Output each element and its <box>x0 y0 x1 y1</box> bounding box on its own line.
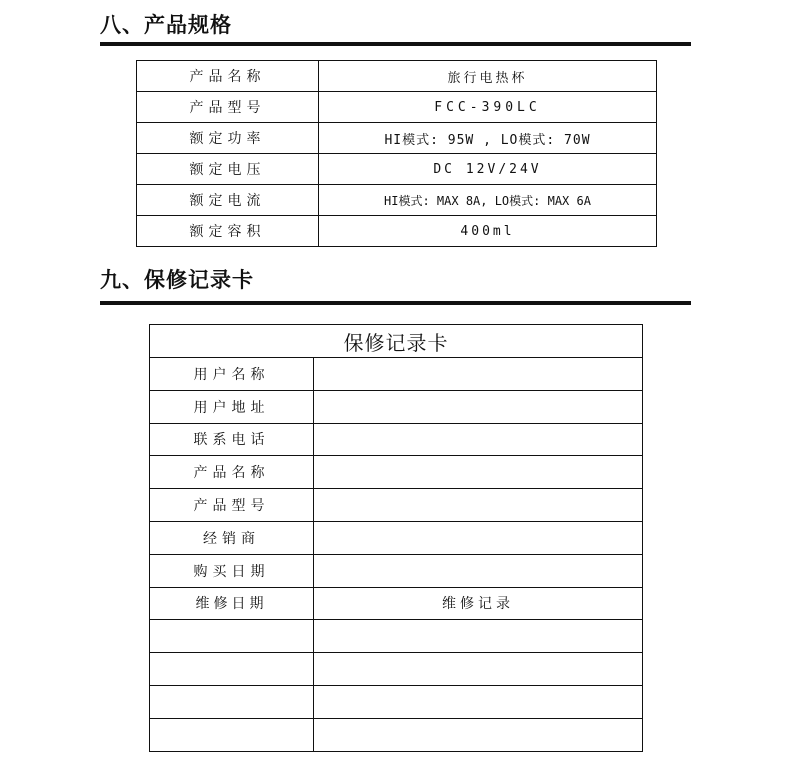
warranty-card-table <box>149 324 643 752</box>
spec-row-name <box>137 61 657 92</box>
card-title: 保修记录卡 <box>150 325 643 358</box>
card-field-row <box>150 489 643 522</box>
card-field-value[interactable] <box>314 521 643 554</box>
spec-value: 400ml <box>319 216 657 247</box>
spec-label: 额定电压 <box>137 154 319 185</box>
spec-label: 额定容积 <box>137 216 319 247</box>
section-heading-specs: 八、产品规格 <box>100 13 232 37</box>
spec-label: 产品名称 <box>137 61 319 92</box>
record-content-cell[interactable] <box>314 718 643 751</box>
card-field-label: 购买日期 <box>150 554 314 587</box>
spec-row-voltage <box>137 154 657 185</box>
section-heading-warranty: 九、保修记录卡 <box>100 268 254 292</box>
card-field-row <box>150 423 643 456</box>
card-field-value[interactable] <box>314 423 643 456</box>
record-content-cell[interactable] <box>314 685 643 718</box>
record-date-cell[interactable] <box>150 653 314 686</box>
card-field-label: 联系电话 <box>150 423 314 456</box>
card-field-value[interactable] <box>314 456 643 489</box>
heading-rule-warranty <box>100 301 691 305</box>
record-content-cell[interactable] <box>314 653 643 686</box>
card-field-label: 经销商 <box>150 521 314 554</box>
spec-label: 额定电流 <box>137 185 319 216</box>
card-field-row <box>150 390 643 423</box>
card-field-label: 产品型号 <box>150 489 314 522</box>
spec-row-power <box>137 123 657 154</box>
record-date-cell[interactable] <box>150 718 314 751</box>
card-field-value[interactable] <box>314 390 643 423</box>
heading-rule-specs <box>100 42 691 46</box>
card-field-row <box>150 521 643 554</box>
spec-value: HI模式: MAX 8A, LO模式: MAX 6A <box>319 185 657 216</box>
record-row <box>150 718 643 751</box>
spec-label: 产品型号 <box>137 92 319 123</box>
card-field-label: 用户地址 <box>150 390 314 423</box>
spec-row-current <box>137 185 657 216</box>
spec-value: FCC-390LC <box>319 92 657 123</box>
card-field-label: 产品名称 <box>150 456 314 489</box>
spec-value: 旅行电热杯 <box>319 61 657 92</box>
record-content-header: 维修记录 <box>314 587 643 620</box>
card-field-row <box>150 554 643 587</box>
spec-row-capacity <box>137 216 657 247</box>
record-row <box>150 685 643 718</box>
record-content-cell[interactable] <box>314 620 643 653</box>
record-date-cell[interactable] <box>150 685 314 718</box>
spec-label: 额定功率 <box>137 123 319 154</box>
card-field-row <box>150 456 643 489</box>
spec-table <box>136 60 657 247</box>
spec-row-model <box>137 92 657 123</box>
spec-value: HI模式: 95W , LO模式: 70W <box>319 123 657 154</box>
record-header-row <box>150 587 643 620</box>
record-row <box>150 653 643 686</box>
record-date-cell[interactable] <box>150 620 314 653</box>
card-title-row <box>150 325 643 358</box>
card-field-value[interactable] <box>314 489 643 522</box>
card-field-value[interactable] <box>314 358 643 391</box>
record-row <box>150 620 643 653</box>
spec-value: DC 12V/24V <box>319 154 657 185</box>
card-field-value[interactable] <box>314 554 643 587</box>
record-date-header: 维修日期 <box>150 587 314 620</box>
card-field-row <box>150 358 643 391</box>
card-field-label: 用户名称 <box>150 358 314 391</box>
